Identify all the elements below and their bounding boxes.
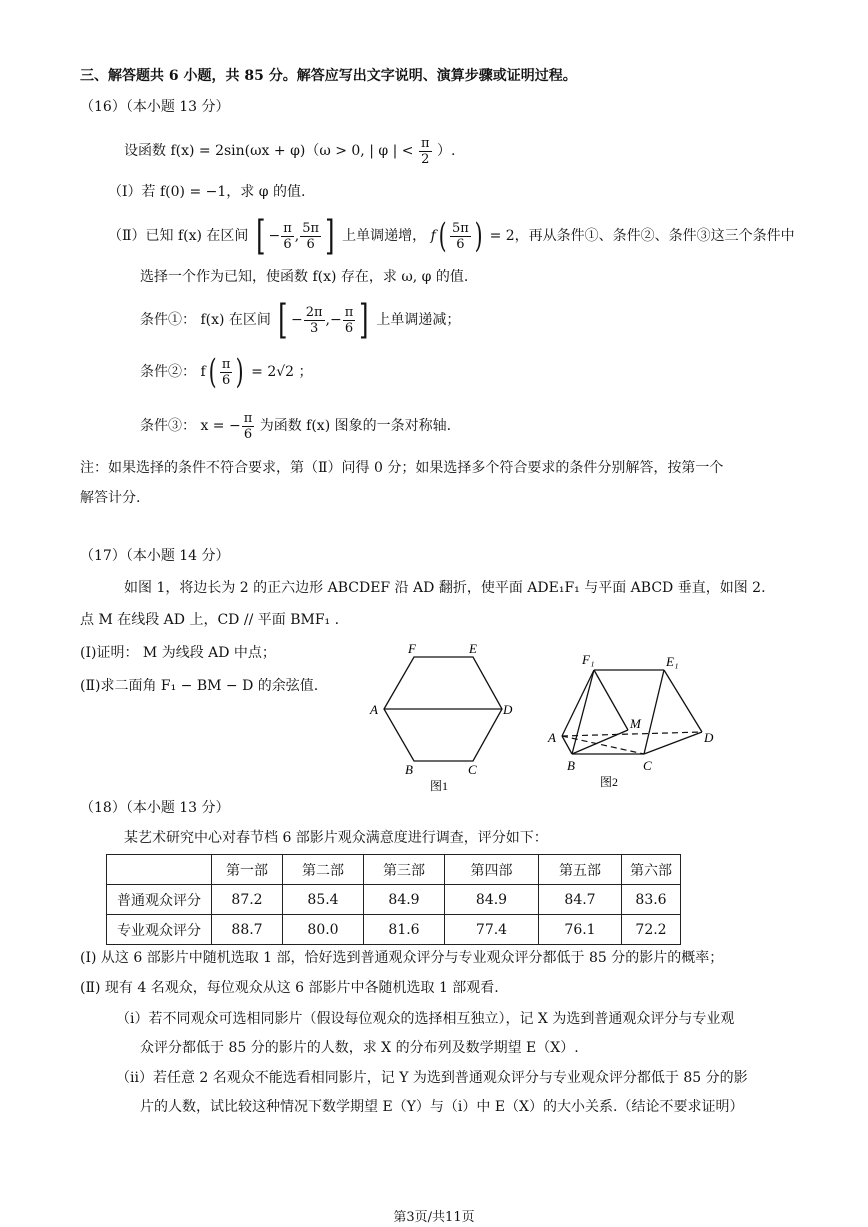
q16-func-post: ）.	[436, 143, 456, 159]
q17-part2: (Ⅱ)求二面角 F₁ − BM − D 的余弦值.	[80, 678, 319, 694]
fig1-label-B: B	[405, 762, 413, 777]
fig2-label-A: A	[548, 730, 556, 745]
table-header-cell: 第二部	[283, 855, 364, 885]
q16-function-def	[124, 134, 455, 168]
scores-table	[106, 854, 681, 945]
table-cell: 80.0	[283, 915, 364, 945]
table-row	[107, 915, 681, 945]
cond1-text-a: 条件①： f(x) 在区间	[140, 312, 271, 328]
cond3-frac: $\frac{\pi}{6}$	[243, 410, 253, 442]
fig1-label-C: C	[468, 762, 477, 777]
page-footer: 第3页/共11页	[393, 1210, 475, 1225]
q16-part1: （Ⅰ）若 f(0) = −1，求 φ 的值.	[108, 184, 306, 200]
q16-part2-f: f	[430, 228, 436, 244]
q18-part2: (Ⅱ) 现有 4 名观众，每位观众从这 6 部影片中各随机选取 1 部观看.	[80, 980, 499, 996]
fig1-caption: 图1	[430, 779, 449, 793]
cond2-text-b: = 2√2 ；	[251, 364, 313, 380]
q16-func-pre: 设函数 f(x) = 2sin(ωx + φ)（ω > 0, | φ | <	[124, 143, 414, 159]
q16-condition-2: 条件②： f( $\frac{\pi}{6}$ ) = 2√2 ；	[140, 352, 313, 392]
fig2-label-M: M	[630, 716, 641, 731]
table-header-cell: 第三部	[364, 855, 445, 885]
q16-part2-text-a: （Ⅱ）已知 f(x) 在区间	[108, 228, 249, 244]
fig2-label-F1: F₁	[582, 652, 595, 667]
q18-intro: 某艺术研究中心对春节档 6 部影片观众满意度进行调查，评分如下：	[124, 830, 548, 846]
q18-sub2-line2: 片的人数，试比较这种情况下数学期望 E（Y）与（i）中 E（X）的大小关系.（结论不要求证明）	[140, 1099, 744, 1115]
fig1-label-A: A	[370, 702, 378, 717]
cond3-text-b: 为函数 f(x) 图象的一条对称轴.	[259, 418, 452, 434]
table-cell: 83.6	[622, 885, 681, 915]
q16-number: （16）（本小题 13 分）	[80, 99, 230, 115]
q18-sub1-line1: （i）若不同观众可选相同影片（假设每位观众的选择相互独立），记 X 为选到普通观众评分与专业观	[116, 1011, 735, 1027]
q18-sub2-line1: （ii）若任意 2 名观众不能选看相同影片，记 Y 为选到普通观众评分与专业观众评分都低于 85 分的影	[116, 1070, 748, 1086]
figure-2-folded	[540, 648, 730, 793]
cond1-left: $\frac{2\pi}{3}$	[305, 304, 323, 336]
figure-1-hexagon	[360, 638, 530, 798]
q16-interval-right: $\frac{5\pi}{6}$	[302, 220, 320, 252]
q17-line2: 点 M 在线段 AD 上，CD // 平面 BMF₁ .	[80, 612, 340, 628]
table-cell: 76.1	[539, 915, 622, 945]
fig1-label-F: F	[408, 641, 416, 656]
table-header-cell: 第五部	[539, 855, 622, 885]
cond1-right: $\frac{\pi}{6}$	[344, 304, 354, 336]
q16-condition-1: 条件①： f(x) 在区间 [ − $\frac{2\pi}{3}$ ,− $\frac{\pi}{6}$ ] 上单调递减；	[140, 297, 461, 343]
q16-part2-arg: $\frac{5\pi}{6}$	[452, 220, 469, 252]
table-header-cell: 第四部	[445, 855, 539, 885]
table-row	[107, 885, 681, 915]
table-cell: 87.2	[212, 885, 283, 915]
q16-note-line2: 解答计分.	[80, 490, 141, 506]
fig2-label-B: B	[567, 758, 575, 773]
table-cell: 85.4	[283, 885, 364, 915]
cond2-arg: $\frac{\pi}{6}$	[221, 356, 231, 388]
fig2-label-E1: E₁	[666, 654, 679, 669]
fig2-label-D: D	[704, 730, 714, 745]
q16-part2-text-b: 上单调递增，	[342, 228, 427, 244]
table-cell: 84.9	[445, 885, 539, 915]
table-cell: 77.4	[445, 915, 539, 945]
table-cell: 88.7	[212, 915, 283, 945]
fig1-label-D: D	[503, 702, 513, 717]
table-header-cell: 第六部	[622, 855, 681, 885]
fig2-caption: 图2	[600, 775, 619, 789]
cond2-text-a: 条件②： f	[140, 364, 206, 380]
section-header: 三、解答题共 6 小题，共 85 分。解答应写出文字说明、演算步骤或证明过程。	[80, 68, 577, 84]
table-cell: 84.7	[539, 885, 622, 915]
table-cell: 专业观众评分	[107, 915, 212, 945]
cond1-text-b: 上单调递减；	[376, 312, 461, 328]
table-cell: 72.2	[622, 915, 681, 945]
cond3-text-a: 条件③： x = −	[140, 418, 241, 434]
table-header-row	[107, 855, 681, 885]
q18-sub1-line2: 众评分都低于 85 分的影片的人数，求 X 的分布列及数学期望 E（X）.	[140, 1040, 579, 1056]
q16-part2: （Ⅱ）已知 f(x) 在区间 [ − $\frac{\pi}{6}$ , $\frac{5\pi}{6}$ ] 上单调递增， f( $\frac{5\pi}{6}$ ) = 2，再从条件①、条件②、条件③这三个条件中	[108, 213, 795, 259]
q16-condition-3	[140, 406, 451, 446]
q17-part1: (Ⅰ)证明： M 为线段 AD 中点；	[80, 645, 276, 661]
fig1-label-E: E	[469, 641, 477, 656]
q16-note-line1: 注：如果选择的条件不符合要求，第（Ⅱ）问得 0 分；如果选择多个符合要求的条件分别解答，按第一个	[80, 460, 724, 476]
table-header-cell: 第一部	[212, 855, 283, 885]
fig2-label-C: C	[643, 758, 652, 773]
q18-part1: (Ⅰ) 从这 6 部影片中随机选取 1 部，恰好选到普通观众评分与专业观众评分都低于 85 分的影片的概率；	[80, 950, 724, 966]
q16-part2-text-c: = 2，再从条件①、条件②、条件③这三个条件中	[489, 228, 795, 244]
table-cell: 84.9	[364, 885, 445, 915]
q16-interval-left: $\frac{\pi}{6}$	[283, 220, 292, 252]
q17-number: （17）（本小题 14 分）	[80, 548, 230, 564]
q16-func-fraction: $\frac{\pi}{2}$	[420, 135, 430, 167]
table-cell: 普通观众评分	[107, 885, 212, 915]
table-header-cell	[107, 855, 212, 885]
q17-line1: 如图 1，将边长为 2 的正六边形 ABCDEF 沿 AD 翻折，使平面 ADE₁F₁ 与平面 ABCD 垂直，如图 2.	[124, 580, 766, 596]
table-cell: 81.6	[364, 915, 445, 945]
q18-number: （18）（本小题 13 分）	[80, 800, 230, 816]
q16-part2-line2: 选择一个作为已知，使函数 f(x) 存在，求 ω, φ 的值.	[140, 269, 469, 285]
